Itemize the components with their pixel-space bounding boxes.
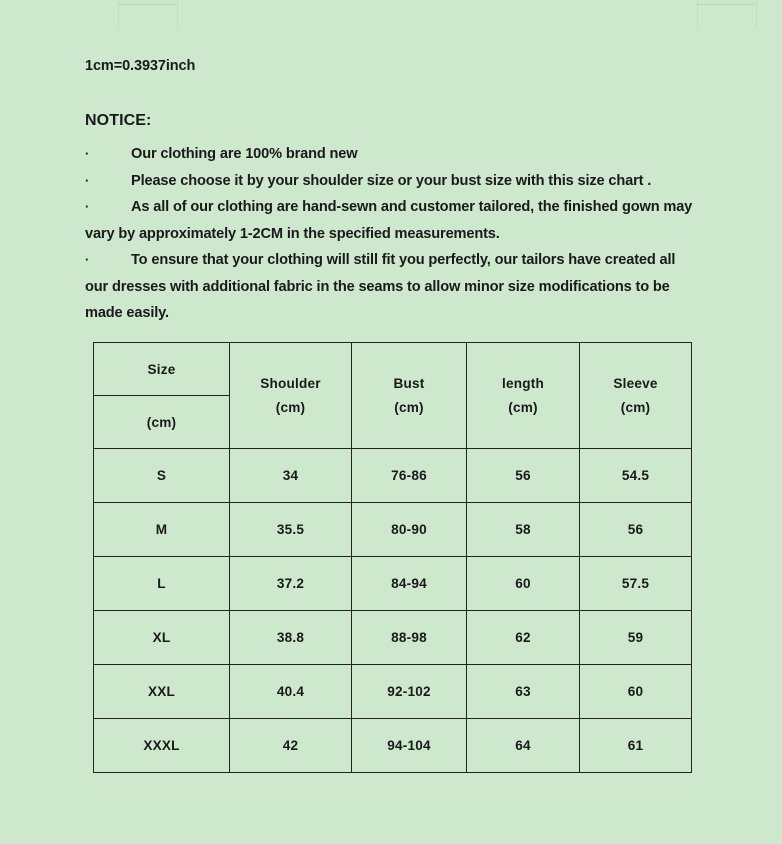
cell-length: 58 — [467, 503, 580, 557]
header-size: Size — [94, 343, 230, 396]
header-bust-unit: (cm) — [394, 399, 424, 415]
header-size-unit: (cm) — [94, 396, 230, 449]
table-row — [94, 503, 692, 557]
cell-sleeve: 60 — [580, 665, 692, 719]
cell-sleeve: 59 — [580, 611, 692, 665]
header-sleeve — [580, 343, 692, 449]
cell-shoulder: 38.8 — [230, 611, 352, 665]
bullet-icon: · — [85, 252, 90, 267]
notice-list — [85, 141, 697, 327]
cell-shoulder: 42 — [230, 719, 352, 773]
size-chart-table — [93, 342, 692, 773]
cell-shoulder: 35.5 — [230, 503, 352, 557]
cell-size: M — [94, 503, 230, 557]
cell-bust: 80-90 — [352, 503, 467, 557]
cell-length: 64 — [467, 719, 580, 773]
header-length — [467, 343, 580, 449]
table-row — [94, 557, 692, 611]
cell-sleeve: 57.5 — [580, 557, 692, 611]
header-shoulder-label: Shoulder — [260, 375, 321, 391]
unit-conversion-note: 1cm=0.3937inch — [85, 58, 196, 74]
cell-bust: 92-102 — [352, 665, 467, 719]
bullet-icon: · — [85, 172, 90, 188]
header-length-label: length — [502, 375, 544, 391]
cell-shoulder: 37.2 — [230, 557, 352, 611]
cell-length: 62 — [467, 611, 580, 665]
cell-size: XL — [94, 611, 230, 665]
header-sleeve-unit: (cm) — [620, 399, 651, 415]
cell-bust: 76-86 — [352, 449, 467, 503]
cell-bust: 84-94 — [352, 557, 467, 611]
cell-size: L — [94, 557, 230, 611]
notice-heading: NOTICE: — [85, 112, 152, 129]
cell-sleeve: 54.5 — [580, 449, 692, 503]
notice-item-text: To ensure that your clothing will still fit you perfectly, our tailors have created all our dresses with additional fabric in the seams to allow minor size modifications to be made easily. — [85, 252, 676, 321]
notice-item-text: As all of our clothing are hand-sewn and customer tailored, the finished gown may vary by approximately 1-2CM in the specified measurements. — [85, 199, 693, 242]
cell-shoulder: 40.4 — [230, 665, 352, 719]
cell-length: 60 — [467, 557, 580, 611]
table-row — [94, 665, 692, 719]
table-row — [94, 449, 692, 503]
cell-bust: 88-98 — [352, 611, 467, 665]
bullet-icon: · — [85, 199, 90, 214]
cell-sleeve: 56 — [580, 503, 692, 557]
notice-item — [85, 168, 697, 195]
cell-length: 63 — [467, 665, 580, 719]
notice-item — [85, 194, 697, 247]
bullet-icon: · — [85, 146, 90, 161]
table-row — [94, 719, 692, 773]
table-row — [94, 611, 692, 665]
header-length-unit: (cm) — [508, 399, 538, 415]
cell-size: XXXL — [94, 719, 230, 773]
notice-item — [85, 247, 697, 327]
cell-shoulder: 34 — [230, 449, 352, 503]
notice-item — [85, 141, 697, 168]
scan-artifact-line-right — [697, 4, 755, 5]
header-sleeve-label: Sleeve — [613, 375, 658, 391]
header-shoulder — [230, 343, 352, 449]
header-bust — [352, 343, 467, 449]
cell-size: S — [94, 449, 230, 503]
cell-sleeve: 61 — [580, 719, 692, 773]
header-bust-label: Bust — [393, 375, 425, 391]
notice-item-text: Please choose it by your shoulder size or your bust size with this size chart . — [131, 172, 652, 189]
cell-bust: 94-104 — [352, 719, 467, 773]
cell-size: XXL — [94, 665, 230, 719]
table-header-row-1 — [94, 343, 692, 396]
header-shoulder-unit: (cm) — [275, 399, 306, 415]
scan-artifact-line-left — [118, 4, 176, 5]
notice-item-text: Our clothing are 100% brand new — [131, 146, 358, 162]
cell-length: 56 — [467, 449, 580, 503]
